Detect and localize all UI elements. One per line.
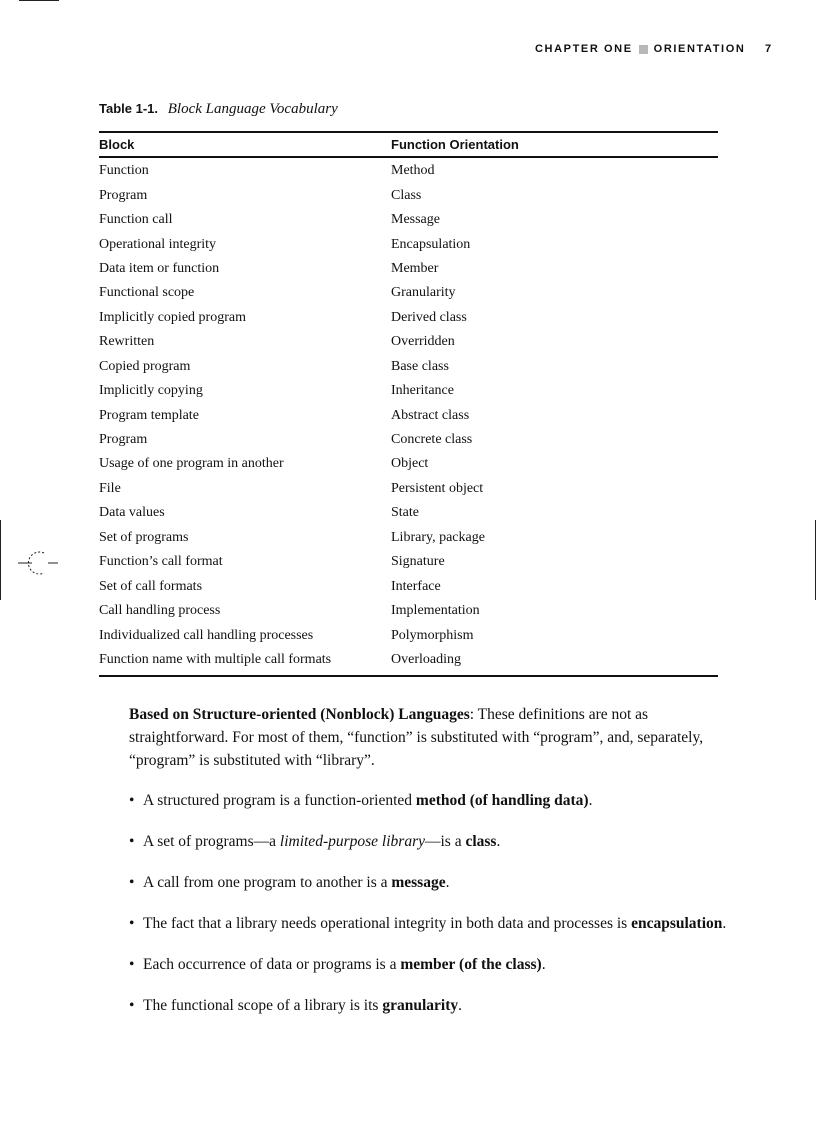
table-body [99, 158, 718, 675]
list-text: A call from one program to another is a [143, 874, 392, 891]
list-text: . [445, 874, 450, 891]
column-header-block: Block [99, 137, 135, 152]
cell-block-term: Program [99, 187, 148, 203]
list-text: . [458, 997, 462, 1014]
crop-mark-top [19, 0, 59, 1]
cell-block-term: Individualized call handling processes [99, 627, 314, 643]
cell-block-term: Usage of one program in another [99, 456, 284, 472]
table-row [99, 623, 718, 647]
separator-square-icon [639, 45, 648, 54]
cell-block-term: Implicitly copied program [99, 309, 246, 325]
table-row [99, 306, 718, 330]
cell-function-term: Library, package [391, 529, 485, 545]
cell-function-term: Persistent object [391, 480, 484, 496]
cell-function-term: Class [391, 187, 422, 203]
list-text: . [588, 792, 593, 809]
table-row [99, 379, 718, 403]
page-number: 7 [765, 43, 772, 55]
vocabulary-table [99, 131, 718, 677]
table-caption [99, 101, 338, 118]
cell-function-term: Overloading [391, 651, 461, 667]
cell-function-term: Signature [391, 554, 445, 570]
list-text: —is a [424, 833, 466, 850]
cell-block-term: Program template [99, 407, 199, 423]
cell-function-term: Abstract class [391, 407, 470, 423]
cell-function-term: Method [391, 163, 435, 179]
cell-function-term: Granularity [391, 285, 456, 301]
table-row [99, 550, 718, 574]
table-row [99, 330, 718, 354]
intro-lead: Based on Structure-oriented (Nonblock) Languages [129, 706, 470, 723]
column-header-function-orientation: Function Orientation [391, 137, 519, 152]
cell-block-term: Function [99, 163, 149, 179]
cell-block-term: Operational integrity [99, 236, 217, 252]
table-row [99, 159, 718, 183]
table-title: Block Language Vocabulary [167, 101, 338, 117]
cell-block-term: Copied program [99, 358, 191, 374]
table-row [99, 574, 718, 598]
list-item [129, 994, 729, 1017]
table-row [99, 257, 718, 281]
cell-block-term: Rewritten [99, 334, 155, 350]
cell-block-term: Implicitly copying [99, 383, 203, 399]
cell-function-term: Interface [391, 578, 441, 594]
table-header-row [99, 133, 718, 158]
intro-text: : These definitions are not as straightforward. For most of them, “function” is substituted with “program”, and, separately, “program” is substituted with “library”. [129, 706, 704, 769]
cell-function-term: Base class [391, 358, 449, 374]
term-italic: limited-purpose library [279, 833, 425, 850]
cell-function-term: Encapsulation [391, 236, 471, 252]
section-label: ORIENTATION [653, 43, 746, 55]
table-row [99, 281, 718, 305]
table-row [99, 355, 718, 379]
registration-mark-icon [18, 548, 62, 578]
term-bold: encapsulation [631, 915, 723, 932]
list-text: . [496, 833, 501, 850]
list-text: A structured program is a function-oriented [143, 792, 416, 809]
cell-block-term: Function’s call format [99, 554, 223, 570]
list-text: The fact that a library needs operational integrity in both data and processes is [143, 915, 632, 932]
cell-function-term: State [391, 505, 419, 521]
running-head [535, 43, 745, 55]
list-item [129, 953, 729, 976]
table-number: Table 1-1. [99, 101, 159, 116]
term-bold: member (of the class) [400, 956, 542, 973]
cell-function-term: Concrete class [391, 432, 473, 448]
cell-block-term: Set of call formats [99, 578, 203, 594]
list-item [129, 789, 729, 812]
table-row [99, 232, 718, 256]
cell-function-term: Overridden [391, 334, 455, 350]
list-text: . [541, 956, 546, 973]
cell-function-term: Inheritance [391, 383, 454, 399]
cell-function-term: Message [391, 212, 440, 228]
chapter-label: CHAPTER ONE [535, 43, 633, 55]
cell-block-term: Data values [99, 505, 165, 521]
term-bold: class [465, 833, 497, 850]
cell-block-term: Call handling process [99, 603, 221, 619]
cell-block-term: Functional scope [99, 285, 195, 301]
cell-block-term: Program [99, 432, 148, 448]
cell-block-term: Function call [99, 212, 173, 228]
list-item [129, 871, 729, 894]
cell-function-term: Object [391, 456, 429, 472]
table-row [99, 428, 718, 452]
intro-paragraph [129, 703, 719, 772]
list-text: . [722, 915, 727, 932]
cell-block-term: Set of programs [99, 529, 189, 545]
cell-block-term: File [99, 480, 121, 496]
table-row [99, 208, 718, 232]
cell-block-term: Data item or function [99, 260, 220, 276]
definition-list [129, 789, 729, 1035]
term-bold: message [391, 874, 446, 891]
cell-function-term: Implementation [391, 603, 480, 619]
table-row [99, 183, 718, 207]
cell-function-term: Member [391, 260, 439, 276]
table-row [99, 477, 718, 501]
list-text: The functional scope of a library is its [143, 997, 383, 1014]
term-bold: granularity [382, 997, 459, 1014]
table-row [99, 526, 718, 550]
cell-function-term: Polymorphism [391, 627, 474, 643]
table-row [99, 599, 718, 623]
cell-block-term: Function name with multiple call formats [99, 651, 332, 667]
list-item [129, 912, 729, 935]
term-bold: method (of handling data) [415, 792, 589, 809]
table-row [99, 648, 718, 672]
list-text: Each occurrence of data or programs is a [143, 956, 401, 973]
list-item [129, 830, 729, 853]
crop-mark-left [0, 520, 1, 600]
list-text: A set of programs—a [143, 833, 280, 850]
table-row [99, 452, 718, 476]
cell-function-term: Derived class [391, 309, 467, 325]
table-row [99, 403, 718, 427]
table-row [99, 501, 718, 525]
